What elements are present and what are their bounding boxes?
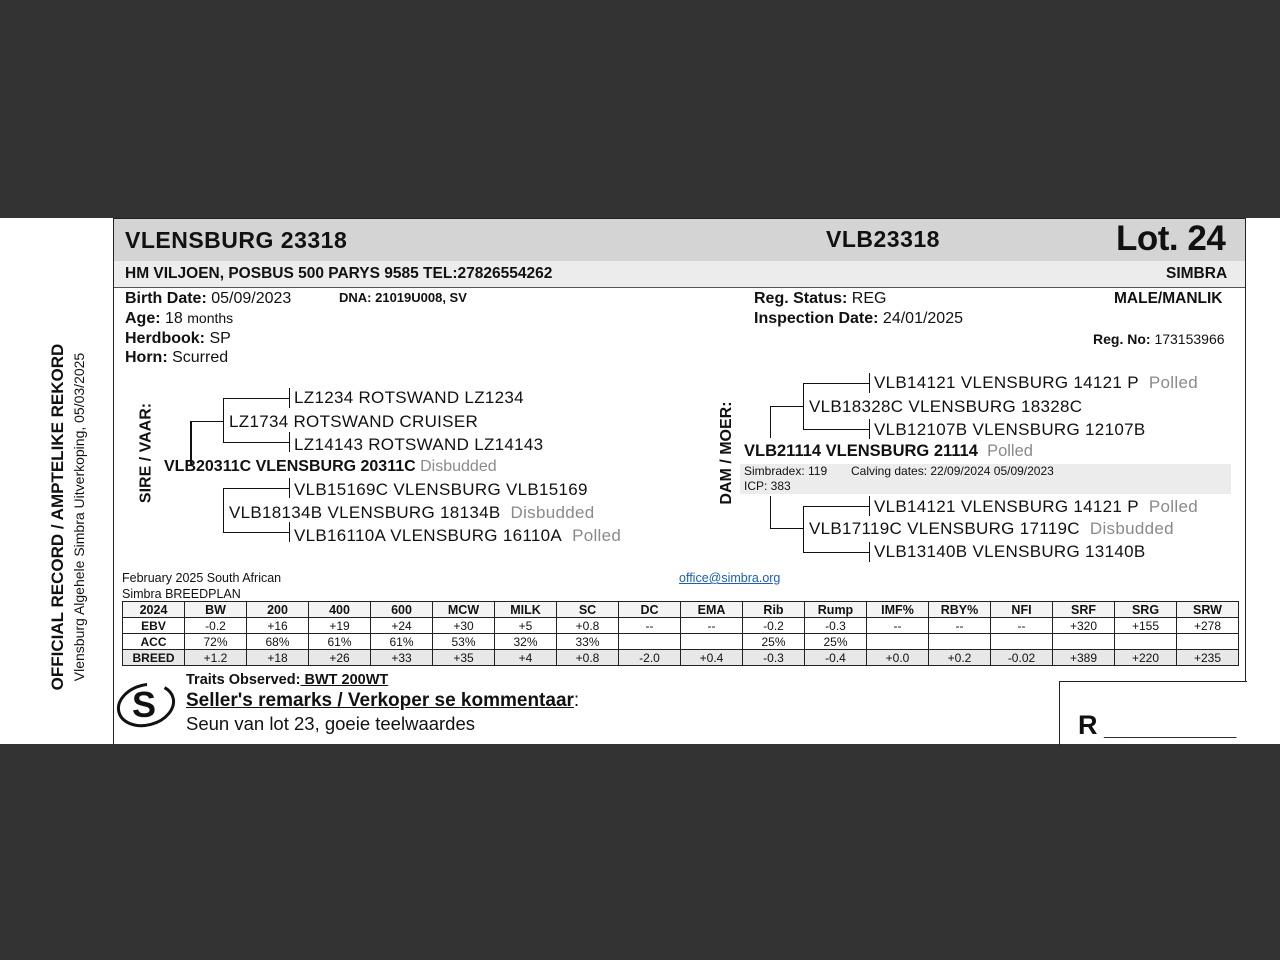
acc-cell (681, 634, 743, 650)
age-row (125, 310, 233, 328)
ebv-header-cell: NFI (991, 602, 1053, 618)
sire-branch-line (223, 398, 289, 399)
ebv-header-cell: Rib (743, 602, 805, 618)
dam-branch-line (869, 419, 870, 439)
dam-sire-sire-horn: Polled (1148, 373, 1198, 392)
right-border (1245, 218, 1246, 682)
bid-box[interactable] (1059, 681, 1247, 745)
acc-cell: 72% (185, 634, 247, 650)
breed-cell: -2.0 (619, 650, 681, 666)
birth-date-label: Birth Date: (125, 290, 207, 307)
acc-cell: 33% (557, 634, 619, 650)
acc-cell: 53% (433, 634, 495, 650)
reg-no-row (1093, 331, 1225, 347)
sire-sire-dam: LZ14143 ROTSWAND LZ14143 (294, 435, 544, 454)
horn-label: Horn: (125, 349, 168, 366)
ebv-header-cell: RBY% (929, 602, 991, 618)
simbra-logo (114, 681, 180, 729)
ebv-header-cell: SRG (1115, 602, 1177, 618)
breed-cell: -0.02 (991, 650, 1053, 666)
ebv-cell: -- (991, 618, 1053, 634)
sire-branch-line (223, 488, 224, 532)
dam-branch-line (869, 542, 870, 562)
ebv-cell: +155 (1115, 618, 1177, 634)
acc-cell: 25% (805, 634, 867, 650)
breed-cell: +0.4 (681, 650, 743, 666)
acc-cell: 32% (495, 634, 557, 650)
acc-cell (1115, 634, 1177, 650)
breed-cell: -0.3 (743, 650, 805, 666)
animal-name: VLENSBURG 23318 (125, 227, 348, 253)
ebv-header-cell: 200 (247, 602, 309, 618)
age-unit: months (187, 310, 234, 326)
sire-branch-line (223, 442, 289, 443)
ebv-header-cell: 400 (309, 602, 371, 618)
acc-cell: 61% (371, 634, 433, 650)
age-value: 18 (165, 310, 183, 327)
sire-dam-sire: VLB15169C VLENSBURG VLB15169 (294, 480, 588, 499)
acc-cell (867, 634, 929, 650)
breed-label: SIMBRA (1166, 265, 1228, 282)
ebv-cell: -0.2 (185, 618, 247, 634)
dam-sire-sire-row (874, 373, 1198, 393)
acc-cell (929, 634, 991, 650)
sire-branch-line (223, 532, 289, 533)
ebv-cell: -- (929, 618, 991, 634)
breed-cell: +4 (495, 650, 557, 666)
sire-branch-line (190, 421, 224, 422)
inspection-date-row (754, 310, 963, 328)
ebv-header-cell: EMA (681, 602, 743, 618)
sire-dam-dam-horn: Polled (572, 526, 622, 545)
lot-card (113, 218, 1246, 744)
sire-dam-row (229, 503, 595, 523)
dam-branch-line (770, 496, 771, 529)
breedplan-line1: February 2025 South African (122, 571, 282, 585)
catalogue-page (0, 218, 1280, 744)
sire-sire-sire: LZ1234 ROTSWAND LZ1234 (294, 388, 524, 407)
dam-branch-line (803, 383, 869, 384)
animal-code: VLB23318 (826, 226, 940, 252)
sire-dam-horn: Disbudded (510, 503, 595, 522)
dam-dam-sire: VLB14121 VLENSBURG 14121 P (874, 497, 1139, 516)
official-record-title: OFFICIAL RECORD / AMPTELIKE REKORD (48, 343, 67, 691)
ebv-header-cell: MCW (433, 602, 495, 618)
dam-sire-sire: VLB14121 VLENSBURG 14121 P (874, 373, 1139, 392)
inspection-date-label: Inspection Date: (754, 310, 879, 327)
traits-row (186, 672, 388, 688)
remarks-label: Seller's remarks / Verkoper se kommentaar (186, 690, 574, 711)
icp: ICP: 383 (744, 479, 791, 493)
horn-row (125, 349, 228, 367)
breed-cell: +220 (1115, 650, 1177, 666)
ebv-header-cell: DC (619, 602, 681, 618)
reg-status-row (754, 290, 886, 308)
breed-cell: +18 (247, 650, 309, 666)
acc-cell: 61% (309, 634, 371, 650)
reg-no-value: 173153966 (1154, 331, 1225, 347)
sire-horn: Disbudded (420, 458, 497, 475)
breed-row (123, 650, 1239, 666)
dam-sire-dam: VLB12107B VLENSBURG 12107B (874, 420, 1146, 439)
ebv-header-cell: SC (557, 602, 619, 618)
bid-letter: R (1078, 710, 1098, 740)
sire-dam-dam-row (294, 526, 621, 546)
ebv-cell: -- (681, 618, 743, 634)
breed-cell: -0.4 (805, 650, 867, 666)
ebv-cell: +24 (371, 618, 433, 634)
acc-cell (1177, 634, 1239, 650)
sire-branch-line (289, 478, 290, 498)
acc-row-label: ACC (123, 634, 185, 650)
dam-dam-horn: Disbudded (1089, 519, 1174, 538)
acc-cell: 68% (247, 634, 309, 650)
dam-name: VLB21114 VLENSBURG 21114 (744, 442, 978, 460)
breed-cell: +1.2 (185, 650, 247, 666)
acc-cell: 25% (743, 634, 805, 650)
dam-branch-line (869, 373, 870, 393)
logo-letter: S (132, 684, 157, 725)
header-bar (114, 218, 1246, 262)
dam-row (744, 442, 1033, 461)
dam-stats-box (740, 464, 1231, 494)
ebv-cell: +278 (1177, 618, 1239, 634)
acc-cell (991, 634, 1053, 650)
reg-status-value: REG (851, 290, 887, 307)
dam-dam-row (809, 519, 1174, 539)
sale-caption: Vlensburg Algehele Simbra Uitverkoping, 05/03/2025 (71, 352, 87, 682)
breed-cell: +0.8 (557, 650, 619, 666)
ebv-header-cell: 600 (371, 602, 433, 618)
sire-row (164, 458, 497, 476)
ebv-cell: +30 (433, 618, 495, 634)
ebv-cell: +0.8 (557, 618, 619, 634)
ebv-header-cell: Rump (805, 602, 867, 618)
acc-cell (1053, 634, 1115, 650)
sire-dam: VLB18134B VLENSBURG 18134B (229, 503, 501, 522)
dam-branch-line (770, 406, 804, 407)
breed-cell: +389 (1053, 650, 1115, 666)
dam-branch-line (869, 496, 870, 516)
sire-sire: LZ1734 ROTSWAND CRUISER (229, 412, 479, 431)
owner-bar (114, 261, 1246, 288)
bid-line: _________________ (1104, 722, 1237, 738)
ebv-cell: +5 (495, 618, 557, 634)
ebv-table (122, 601, 1239, 666)
lot-number: Lot. 24 (1116, 219, 1226, 258)
sire-name: VLB20311C VLENSBURG 20311C (164, 458, 416, 475)
side-caption (47, 267, 101, 767)
ebv-cell: -- (867, 618, 929, 634)
ebv-header-cell: MILK (495, 602, 557, 618)
acc-row (123, 634, 1239, 650)
dam-horn: Polled (987, 442, 1033, 460)
herdbook-row (125, 330, 231, 348)
sire-branch-line (289, 432, 290, 452)
dam-dam-sire-row (874, 497, 1198, 517)
dam-dam-sire-horn: Polled (1148, 497, 1198, 516)
ebv-cell: +16 (247, 618, 309, 634)
reg-no-label: Reg. No: (1093, 331, 1151, 347)
owner-info: HM VILJOEN, POSBUS 500 PARYS 9585 TEL:27826554262 (125, 265, 553, 282)
breed-cell: +0.0 (867, 650, 929, 666)
ebv-header-cell: SRF (1053, 602, 1115, 618)
dam-branch-line (803, 429, 869, 430)
email-link[interactable]: office@simbra.org (679, 571, 781, 585)
dam-branch-line (770, 406, 771, 438)
dam-label: DAM / MOER: (718, 401, 735, 505)
ebv-header-cell: 2024 (123, 602, 185, 618)
simbradex: Simbradex: 119 (744, 464, 828, 478)
ebv-header-cell: SRW (1177, 602, 1239, 618)
calving-dates: Calving dates: 22/09/2024 05/09/2023 (851, 464, 1054, 478)
dna-info: DNA: 21019U008, SV (339, 290, 467, 305)
breed-cell: +33 (371, 650, 433, 666)
breedplan-line2: Simbra BREEDPLAN (122, 587, 241, 601)
sire-label: SIRE / VAAR: (137, 402, 155, 504)
ebv-cell: -0.3 (805, 618, 867, 634)
traits-label: Traits Observed: (186, 672, 301, 688)
breed-row-label: BREED (123, 650, 185, 666)
remarks-heading (186, 690, 579, 712)
age-label: Age: (125, 310, 161, 327)
birth-date-value: 05/09/2023 (211, 290, 292, 307)
dam-branch-line (803, 506, 869, 507)
ebv-header-cell: IMF% (867, 602, 929, 618)
ebv-cell: -0.2 (743, 618, 805, 634)
dam-branch-line (803, 383, 804, 429)
sex-label: MALE/MANLIK (1114, 290, 1223, 307)
ebv-cell: +320 (1053, 618, 1115, 634)
breed-cell: +0.2 (929, 650, 991, 666)
acc-cell (619, 634, 681, 650)
dam-dam-dam: VLB13140B VLENSBURG 13140B (874, 542, 1146, 561)
remarks-text: Seun van lot 23, goeie teelwaardes (186, 713, 476, 734)
ebv-row-label: EBV (123, 618, 185, 634)
ebv-cell: +19 (309, 618, 371, 634)
dam-branch-line (770, 528, 804, 529)
dam-branch-line (803, 506, 804, 552)
traits-value: BWT 200WT (300, 672, 389, 688)
sire-branch-line (223, 398, 224, 442)
reg-status-label: Reg. Status: (754, 290, 848, 307)
ebv-cell: -- (619, 618, 681, 634)
ebv-row (123, 618, 1239, 634)
ebv-header-row (123, 602, 1239, 618)
sire-branch-line (223, 488, 289, 489)
breed-cell: +235 (1177, 650, 1239, 666)
sire-branch-line (289, 522, 290, 542)
sire-branch-line (289, 388, 290, 408)
herdbook-value: SP (209, 330, 231, 347)
horn-value: Scurred (172, 349, 229, 366)
herdbook-label: Herdbook: (125, 330, 205, 347)
breed-cell: +35 (433, 650, 495, 666)
breed-cell: +26 (309, 650, 371, 666)
ebv-header-cell: BW (185, 602, 247, 618)
birth-date-row (125, 290, 291, 308)
sire-dam-dam: VLB16110A VLENSBURG 16110A (294, 526, 563, 545)
dam-sire: VLB18328C VLENSBURG 18328C (809, 397, 1083, 416)
dam-branch-line (803, 552, 869, 553)
dam-dam: VLB17119C VLENSBURG 17119C (809, 519, 1080, 538)
remarks-colon: : (573, 690, 580, 711)
inspection-date-value: 24/01/2025 (882, 310, 963, 327)
